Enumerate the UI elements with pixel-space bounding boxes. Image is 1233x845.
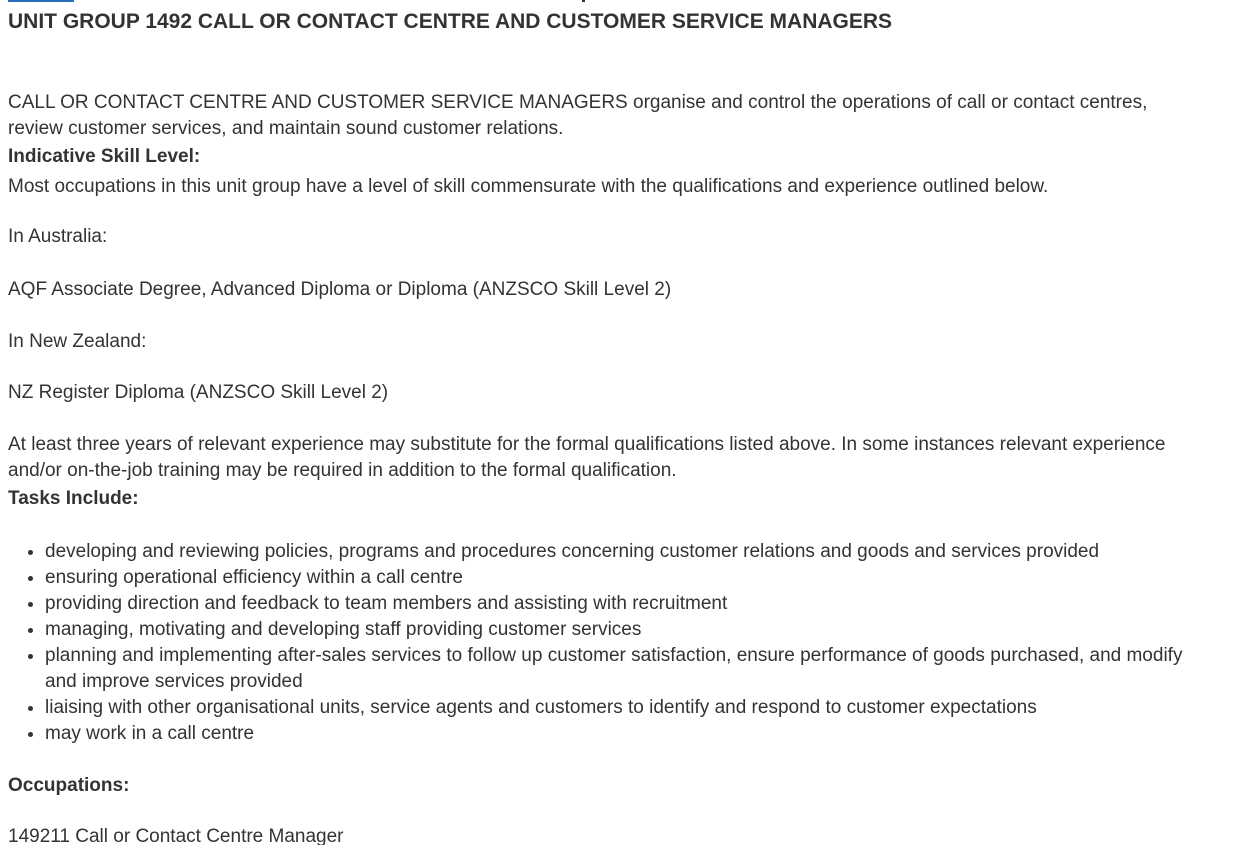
skill-level-heading: Indicative Skill Level:	[8, 146, 201, 167]
task-item: • planning and implementing after-sales services to follow up customer satisfaction, ensure performance of goods purchased, and modify and improve services provided	[45, 643, 1215, 695]
task-item: • liaising with other organisational units, service agents and customers to identify and respond to customer expectations	[45, 695, 1215, 721]
task-item: • developing and reviewing policies, programs and procedures concerning customer relations and goods and services provided	[45, 539, 1215, 565]
skill-level-summary: Most occupations in this unit group have a level of skill commensurate with the qualifications and experience outlined below.	[8, 176, 1049, 197]
top-link-underline[interactable]	[8, 0, 74, 2]
tasks-list	[8, 539, 1215, 747]
occupations-heading: Occupations:	[8, 775, 130, 796]
task-item: • providing direction and feedback to team members and assisting with recruitment	[45, 591, 1215, 617]
task-item: • ensuring operational efficiency within a call centre	[45, 565, 1215, 591]
top-fragment-mark	[582, 0, 585, 2]
task-item: • managing, motivating and developing staff providing customer services	[45, 617, 1215, 643]
occupation-item: 149211 Call or Contact Centre Manager	[8, 826, 344, 845]
experience-note: At least three years of relevant experience may substitute for the formal qualifications listed above. In some instances relevant experience and/or on-the-job training may be required in addition to the formal qualification.	[8, 434, 1166, 481]
new-zealand-label: In New Zealand:	[8, 331, 147, 352]
australia-label: In Australia:	[8, 226, 108, 247]
australia-qualification: AQF Associate Degree, Advanced Diploma or Diploma (ANZSCO Skill Level 2)	[8, 279, 672, 300]
task-item: • may work in a call centre	[45, 721, 1215, 747]
new-zealand-qualification: NZ Register Diploma (ANZSCO Skill Level 2)	[8, 382, 389, 403]
page-title: UNIT GROUP 1492 CALL OR CONTACT CENTRE AND CUSTOMER SERVICE MANAGERS	[8, 10, 893, 33]
tasks-heading: Tasks Include:	[8, 488, 139, 509]
unit-group-description: CALL OR CONTACT CENTRE AND CUSTOMER SERVICE MANAGERS organise and control the operations of call or contact centres, review customer services, and maintain sound customer relations.	[8, 92, 1148, 139]
